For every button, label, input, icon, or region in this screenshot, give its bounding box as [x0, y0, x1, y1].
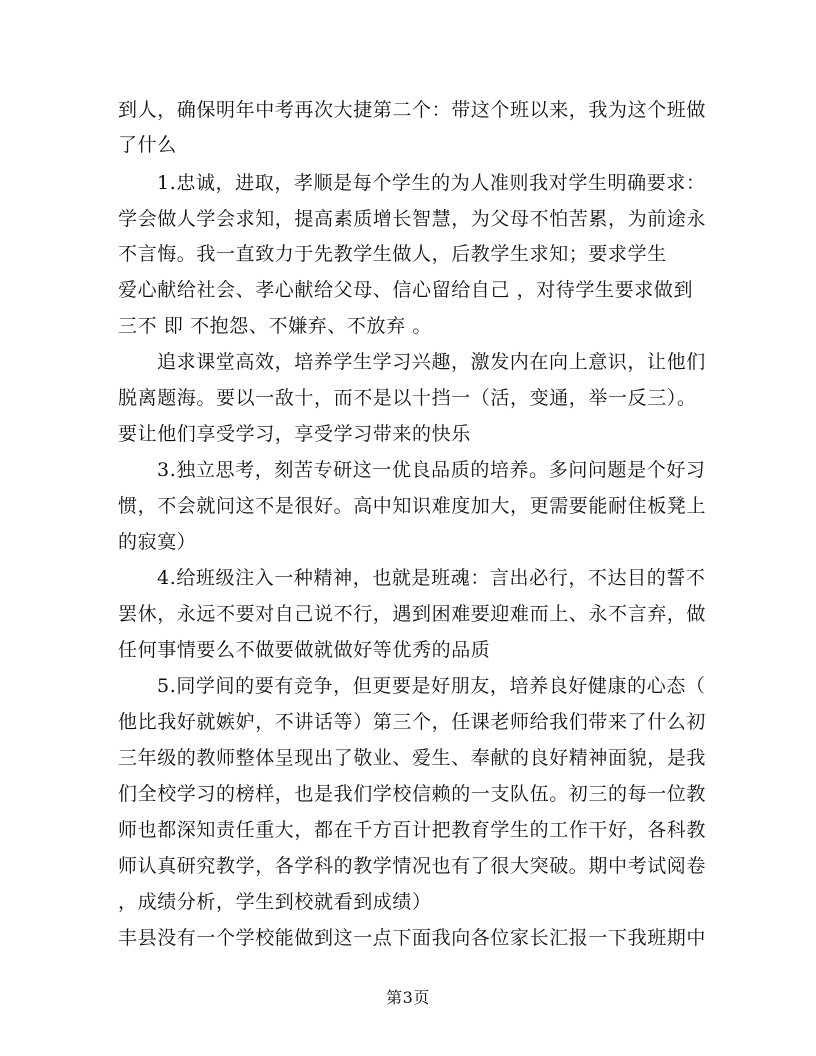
text-line: ，成绩分析，学生到校就看到成绩）: [118, 891, 432, 913]
text-line: 惯，不会就问这不是很好。高中知识难度加大，更需要能耐住板凳上: [118, 495, 707, 517]
text-line: 师也都深知责任重大，都在千方百计把教育学生的工作干好，各科教: [118, 819, 707, 841]
text-line: 5.同学间的要有竞争，但更要是好朋友，培养良好健康的心态（: [157, 675, 706, 697]
text-line: 他比我好就嫉妒，不讲话等）第三个，任课老师给我们带来了什么初: [118, 711, 707, 733]
text-line: 三不 即 不抱怨、不嫌弃、不放弃 。: [118, 315, 432, 337]
text-line: 罢休，永远不要对自己说不行，遇到困难要迎难而上、永不言弃，做: [118, 603, 707, 625]
text-line: 师认真研究教学，各学科的教学情况也有了很大突破。期中考试阅卷: [118, 855, 707, 877]
text-line: 追求课堂高效，培养学生学习兴趣，激发内在向上意识，让他们: [157, 351, 706, 373]
text-line: 三年级的教师整体呈现出了敬业、爱生、奉献的良好精神面貌，是我: [118, 747, 707, 769]
text-line: 了什么: [118, 134, 177, 156]
text-line: 4.给班级注入一种精神，也就是班魂：言出必行，不达目的誓不: [157, 567, 706, 589]
page-number: 第3页: [386, 988, 430, 1007]
text-line: 爱心献给社会、孝心献给父母、信心留给自己 ，对待学生要求做到: [118, 279, 694, 301]
text-line: 到人，确保明年中考再次大捷第二个：带这个班以来，我为这个班做: [118, 99, 707, 121]
text-line: 脱离题海。要以一敌十，而不是以十挡一（活，变通，举一反三）。: [118, 387, 697, 409]
text-line: 3.独立思考，刻苦专研这一优良品质的培养。多问问题是个好习: [157, 459, 706, 481]
text-line: 要让他们享受学习，享受学习带来的快乐: [118, 423, 471, 445]
text-line: 丰县没有一个学校能做到这一点下面我向各位家长汇报一下我班期中: [118, 927, 707, 949]
text-line: 任何事情要么不做要做就做好等优秀的品质: [118, 639, 491, 661]
text-line: 学会做人学会求知，提高素质增长智慧，为父母不怕苦累，为前途永: [118, 208, 707, 230]
text-line: 们全校学习的榜样，也是我们学校信赖的一支队伍。初三的每一位教: [118, 783, 707, 805]
text-line: 的寂寞）: [118, 531, 197, 553]
text-line: 不言悔。我一直致力于先教学生做人，后教学生求知；要求学生: [118, 243, 667, 265]
text-line: 1.忠诚，进取，孝顺是每个学生的为人准则我对学生明确要求：: [157, 172, 706, 194]
